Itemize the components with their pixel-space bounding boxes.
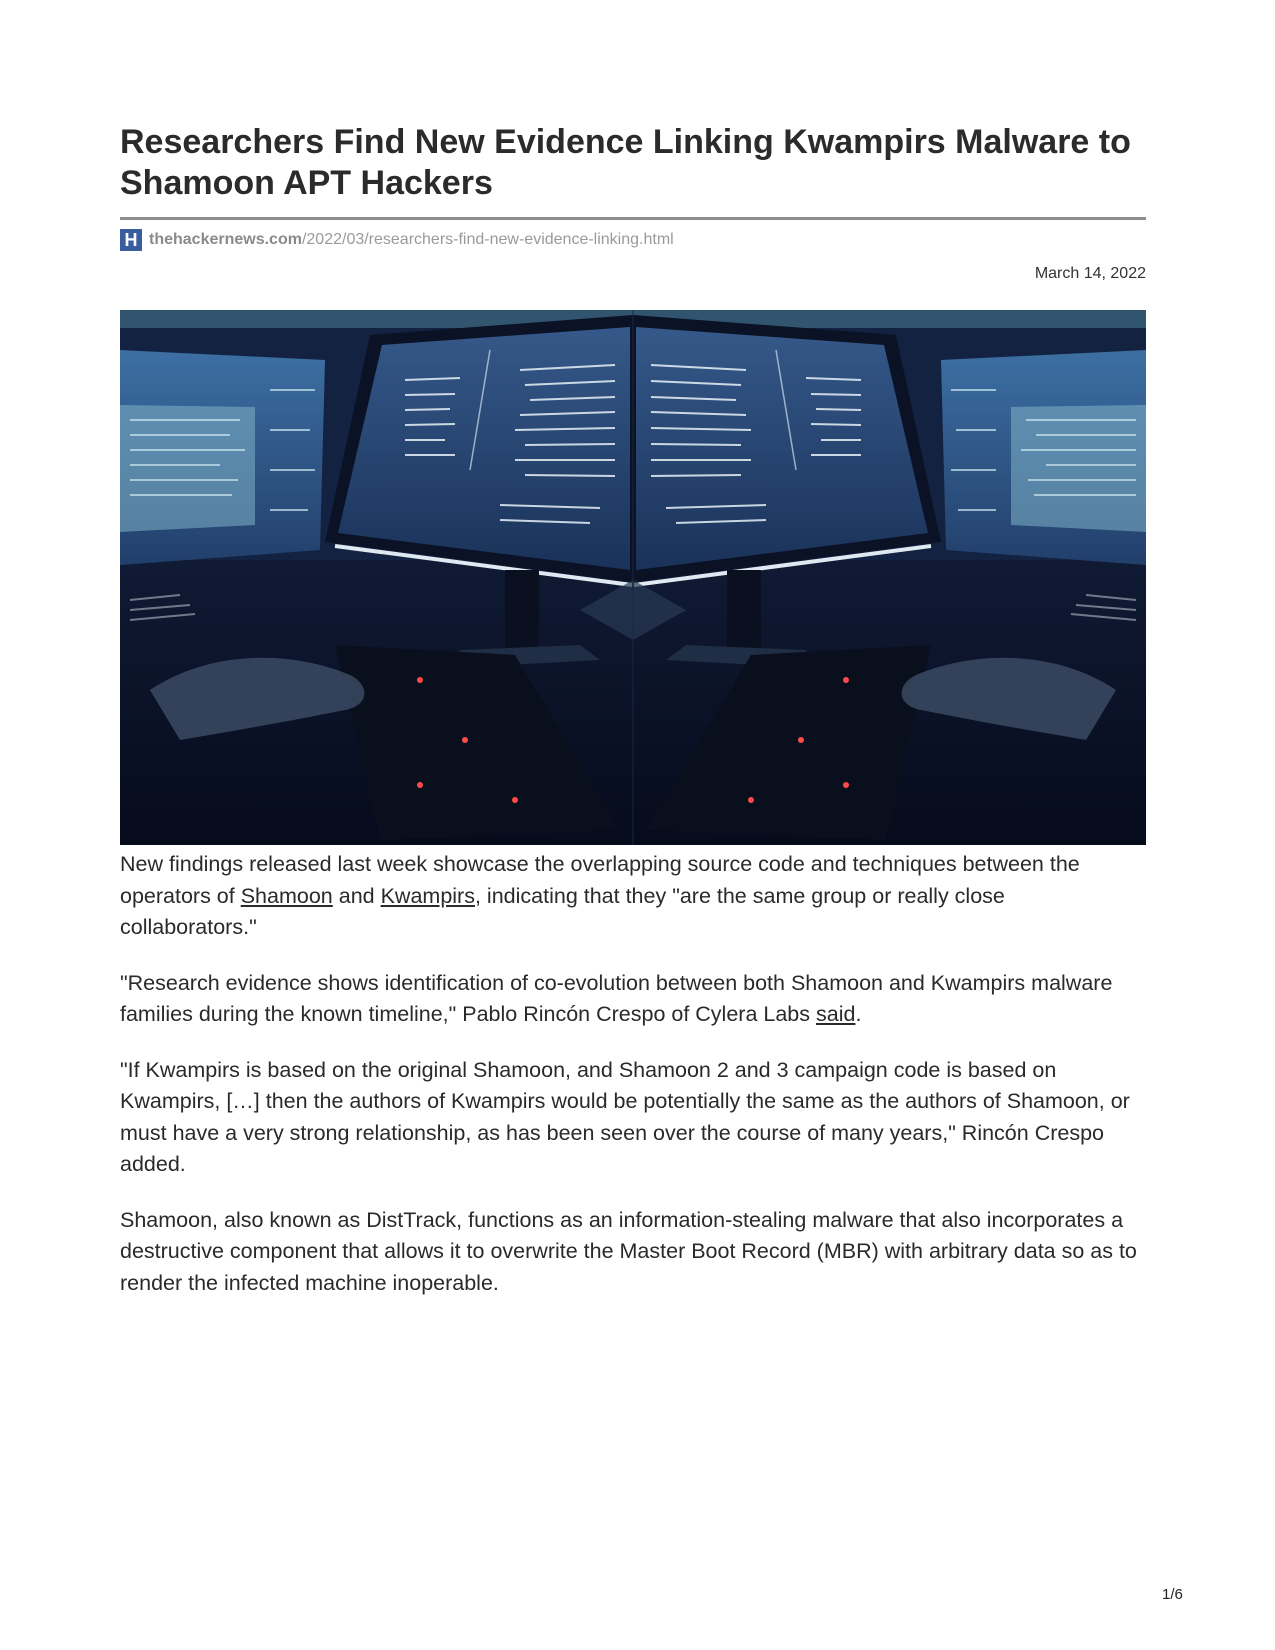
said-link[interactable]: said: [815, 1002, 856, 1026]
paragraph-4: Shamoon, also known as DistTrack, functions as an information-stealing malware that also incorporates a destructive component that allows it to overwrite the Master Boot Record (MBR) with arbitrary data so as to render the infected machine inoperable.: [120, 1207, 1137, 1295]
source-url[interactable]: [149, 231, 674, 249]
publish-date: March 14, 2022: [1034, 265, 1146, 282]
shamoon-link[interactable]: Shamoon: [240, 883, 333, 908]
source-line: [120, 229, 674, 251]
page-number: 1/6: [1162, 1586, 1183, 1603]
hacker-workstation-image: [120, 310, 1146, 845]
paragraph-1: New findings released last week showcase the overlapping source code and techniques between the operators of Shamoon and Kwampirs, indicating that they "are the same group or really close collaborators.": [120, 852, 1080, 939]
article-body: [120, 849, 1146, 1323]
hero-image: [120, 310, 1146, 845]
source-domain[interactable]: thehackernews.com: [149, 231, 302, 248]
source-path[interactable]: /2022/03/researchers-find-new-evidence-linking.html: [301, 231, 674, 248]
title-divider: [120, 217, 1146, 220]
site-logo-icon: H: [120, 229, 142, 251]
kwampirs-link[interactable]: Kwampirs: [380, 883, 475, 908]
article-title: Researchers Find New Evidence Linking Kwampirs Malware to Shamoon APT Hackers: [120, 123, 1131, 202]
paragraph-2: "Research evidence shows identification of co-evolution between both Shamoon and Kwampirs malware families during the known timeline," Pablo Rincón Crespo of Cylera Labs said.: [120, 970, 1113, 1026]
paragraph-3: "If Kwampirs is based on the original Shamoon, and Shamoon 2 and 3 campaign code is based on Kwampirs, […] then the authors of Kwampirs would be potentially the same as the authors of Shamoon, or must have a very strong relationship, as has been seen over the course of many years," Rincón Crespo added.: [120, 1057, 1130, 1176]
